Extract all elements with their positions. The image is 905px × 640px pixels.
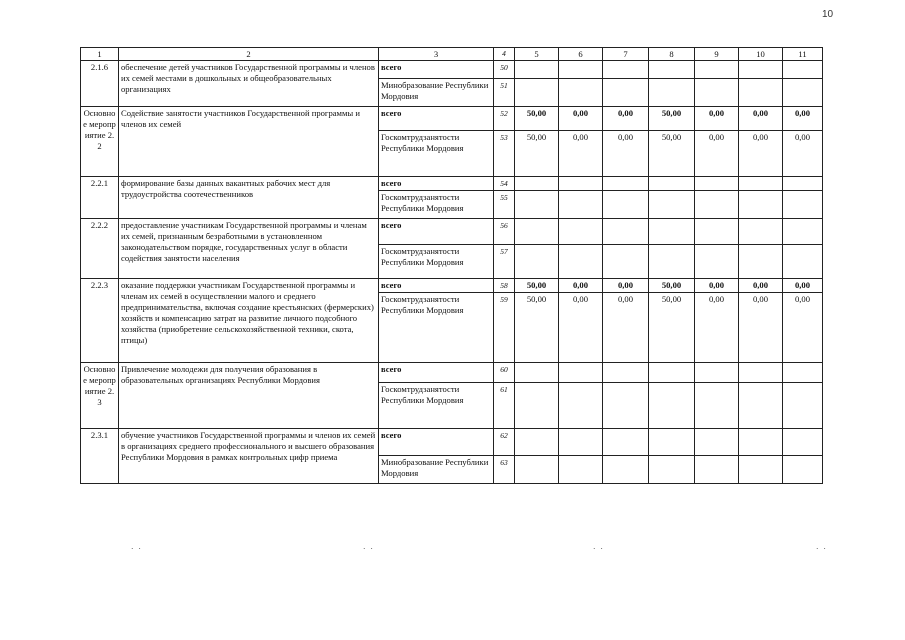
value-cell: [739, 383, 783, 429]
row-number: 56: [494, 219, 515, 245]
header-cell: 11: [783, 48, 823, 61]
value-cell: [559, 363, 603, 383]
value-cell: [739, 429, 783, 456]
item-title: оказание поддержки участникам Государственной программы и членам их семей в осуществлении малого и среднего предпринимательства, включая создание крестьянских (фермерских) хозяйств и компенсацию затрат на развитие личного подсобного хозяйства (приобретение сельскохозяйственной техники, скота, птицы): [119, 279, 379, 363]
value-cell: [515, 245, 559, 279]
value-cell: [603, 61, 649, 79]
value-cell: 0,00: [739, 131, 783, 177]
value-cell: [603, 191, 649, 219]
item-code: 2.2.1: [81, 177, 119, 219]
value-cell: 0,00: [559, 279, 603, 293]
value-cell: [739, 363, 783, 383]
item-title: обеспечение детей участников Государственной программы и членов их семей местами в дошкольных и общеобразовательных организациях: [119, 61, 379, 107]
header-cell: 5: [515, 48, 559, 61]
row-number: 53: [494, 131, 515, 177]
value-cell: [739, 245, 783, 279]
value-cell: [603, 456, 649, 484]
value-cell: [695, 363, 739, 383]
row-number: 51: [494, 79, 515, 107]
value-cell: [559, 456, 603, 484]
source-total: всего: [379, 363, 494, 383]
source-total: всего: [379, 107, 494, 131]
value-cell: [603, 79, 649, 107]
value-cell: [739, 456, 783, 484]
value-cell: [515, 219, 559, 245]
value-cell: [695, 79, 739, 107]
value-cell: [695, 245, 739, 279]
value-cell: [695, 177, 739, 191]
page-number: 10: [822, 9, 834, 20]
item-code: Основное мероприятие 2.2: [81, 107, 119, 177]
value-cell: [603, 245, 649, 279]
value-cell: [695, 456, 739, 484]
source-total: всего: [379, 429, 494, 456]
value-cell: [649, 177, 695, 191]
value-cell: [783, 61, 823, 79]
header-cell: 2: [119, 48, 379, 61]
item-code: 2.2.3: [81, 279, 119, 363]
header-cell: 8: [649, 48, 695, 61]
item-code: 2.3.1: [81, 429, 119, 484]
item-code: 2.1.6: [81, 61, 119, 107]
value-cell: 0,00: [559, 131, 603, 177]
table-body: [81, 48, 823, 484]
value-cell: [649, 191, 695, 219]
item-title: предоставление участникам Государственной программы и членам их семей, признанным безработными в установленном законодательством порядке, государственных услуг в области содействия занятости населения: [119, 219, 379, 279]
value-cell: [783, 456, 823, 484]
row-number: 54: [494, 177, 515, 191]
value-cell: [739, 79, 783, 107]
source-agency: Госкомтрудзанятости Республики Мордовия: [379, 131, 494, 177]
header-cell: 9: [695, 48, 739, 61]
source-total: всего: [379, 177, 494, 191]
item-code: 2.2.2: [81, 219, 119, 279]
value-cell: [649, 456, 695, 484]
value-cell: 0,00: [739, 279, 783, 293]
table-row: [81, 363, 823, 383]
value-cell: [515, 363, 559, 383]
value-cell: [739, 219, 783, 245]
value-cell: [649, 429, 695, 456]
scan-speck: ˙ ˙: [130, 548, 142, 558]
value-cell: [783, 177, 823, 191]
value-cell: 50,00: [649, 107, 695, 131]
value-cell: 0,00: [695, 107, 739, 131]
value-cell: [559, 177, 603, 191]
item-code: Основное мероприятие 2.3: [81, 363, 119, 429]
value-cell: 0,00: [603, 131, 649, 177]
value-cell: 50,00: [515, 107, 559, 131]
value-cell: [739, 191, 783, 219]
value-cell: [559, 429, 603, 456]
row-number: 59: [494, 293, 515, 363]
value-cell: [649, 245, 695, 279]
value-cell: [783, 383, 823, 429]
row-number: 50: [494, 61, 515, 79]
value-cell: [783, 429, 823, 456]
value-cell: 50,00: [515, 293, 559, 363]
header-cell: 7: [603, 48, 649, 61]
value-cell: [695, 383, 739, 429]
row-number: 61: [494, 383, 515, 429]
header-row: [81, 48, 823, 61]
value-cell: [783, 219, 823, 245]
value-cell: [515, 191, 559, 219]
value-cell: [603, 429, 649, 456]
value-cell: [649, 363, 695, 383]
value-cell: 50,00: [515, 131, 559, 177]
source-agency: Госкомтрудзанятости Республики Мордовия: [379, 245, 494, 279]
item-title: обучение участников Государственной программы и членов их семей в организациях среднего профессионального и высшего образования Республики Мордовия в рамках контрольных цифр приема: [119, 429, 379, 484]
header-cell: 4: [494, 48, 515, 61]
value-cell: [649, 79, 695, 107]
value-cell: [515, 61, 559, 79]
value-cell: [515, 383, 559, 429]
source-total: всего: [379, 219, 494, 245]
value-cell: [695, 219, 739, 245]
value-cell: [695, 191, 739, 219]
value-cell: [515, 429, 559, 456]
value-cell: 0,00: [559, 107, 603, 131]
value-cell: [783, 363, 823, 383]
source-agency: Минобразование Республики Мордовия: [379, 456, 494, 484]
value-cell: [695, 429, 739, 456]
row-number: 55: [494, 191, 515, 219]
value-cell: [603, 363, 649, 383]
budget-table: [80, 47, 823, 484]
value-cell: [515, 456, 559, 484]
value-cell: [783, 191, 823, 219]
value-cell: 50,00: [515, 279, 559, 293]
value-cell: [739, 177, 783, 191]
value-cell: [739, 61, 783, 79]
source-total: всего: [379, 279, 494, 293]
value-cell: [559, 219, 603, 245]
header-cell: 1: [81, 48, 119, 61]
value-cell: 0,00: [739, 107, 783, 131]
value-cell: [649, 219, 695, 245]
value-cell: 0,00: [783, 279, 823, 293]
value-cell: 0,00: [739, 293, 783, 363]
row-number: 57: [494, 245, 515, 279]
source-agency: Госкомтрудзанятости Республики Мордовия: [379, 383, 494, 429]
value-cell: [649, 61, 695, 79]
value-cell: 0,00: [603, 107, 649, 131]
row-number: 52: [494, 107, 515, 131]
scan-speck: ˙ ˙: [815, 548, 827, 558]
item-title: формирование базы данных вакантных рабочих мест для трудоустройства соотечественников: [119, 177, 379, 219]
table-row: [81, 177, 823, 191]
value-cell: [559, 245, 603, 279]
table-row: [81, 429, 823, 456]
value-cell: 0,00: [559, 293, 603, 363]
value-cell: 0,00: [603, 279, 649, 293]
value-cell: [559, 79, 603, 107]
header-cell: 6: [559, 48, 603, 61]
scan-speck: ˙ ˙: [362, 548, 374, 558]
row-number: 58: [494, 279, 515, 293]
value-cell: 0,00: [603, 293, 649, 363]
row-number: 60: [494, 363, 515, 383]
table-row: [81, 279, 823, 293]
header-cell: 10: [739, 48, 783, 61]
table-row: [81, 107, 823, 131]
value-cell: [515, 177, 559, 191]
source-agency: Госкомтрудзанятости Республики Мордовия: [379, 191, 494, 219]
value-cell: [603, 219, 649, 245]
table-row: [81, 61, 823, 79]
row-number: 63: [494, 456, 515, 484]
value-cell: [515, 79, 559, 107]
value-cell: [559, 61, 603, 79]
value-cell: [603, 177, 649, 191]
value-cell: 0,00: [783, 131, 823, 177]
value-cell: 0,00: [695, 279, 739, 293]
source-agency: Минобразование Республики Мордовия: [379, 79, 494, 107]
value-cell: 50,00: [649, 279, 695, 293]
item-title: Привлечение молодежи для получения образования в образовательных организациях Республики Мордовия: [119, 363, 379, 429]
value-cell: [783, 79, 823, 107]
source-agency: Госкомтрудзанятости Республики Мордовия: [379, 293, 494, 363]
value-cell: [559, 383, 603, 429]
value-cell: 0,00: [695, 293, 739, 363]
value-cell: 0,00: [783, 107, 823, 131]
source-total: всего: [379, 61, 494, 79]
value-cell: 50,00: [649, 293, 695, 363]
value-cell: [695, 61, 739, 79]
value-cell: [559, 191, 603, 219]
value-cell: [783, 245, 823, 279]
value-cell: 0,00: [783, 293, 823, 363]
value-cell: [603, 383, 649, 429]
header-cell: 3: [379, 48, 494, 61]
value-cell: [649, 383, 695, 429]
scan-speck: ˙ ˙: [592, 548, 604, 558]
item-title: Содействие занятости участников Государственной программы и членов их семей: [119, 107, 379, 177]
value-cell: 0,00: [695, 131, 739, 177]
row-number: 62: [494, 429, 515, 456]
table-row: [81, 219, 823, 245]
value-cell: 50,00: [649, 131, 695, 177]
